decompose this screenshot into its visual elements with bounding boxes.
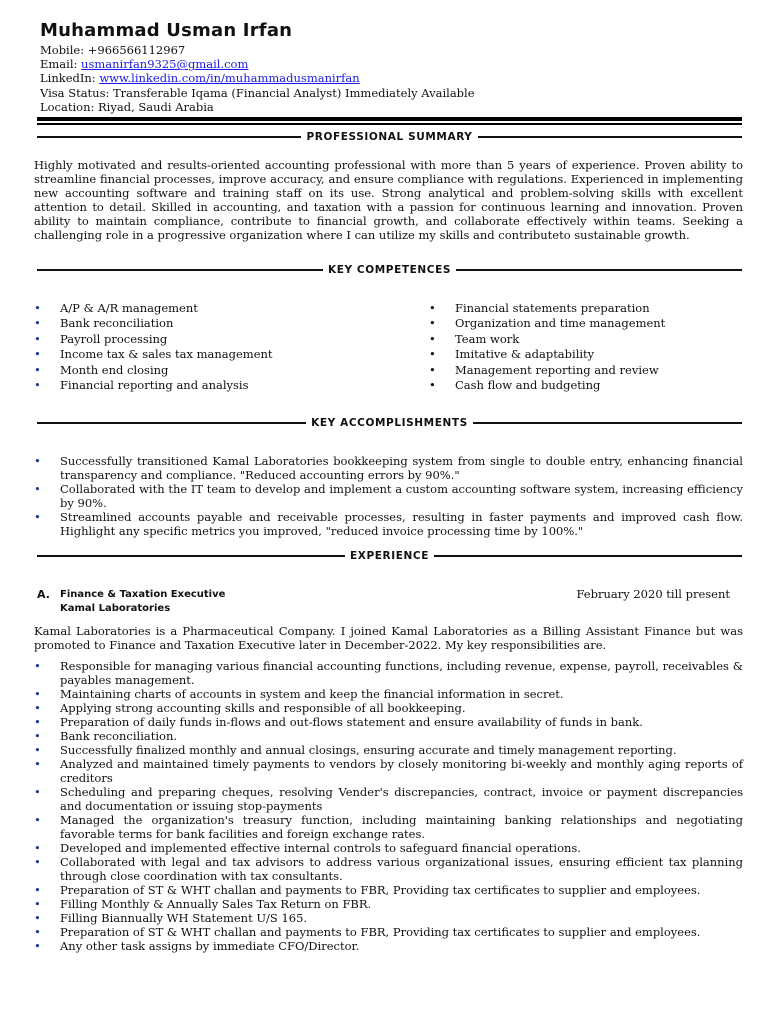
job-index: A.	[37, 588, 50, 601]
competences-section-header	[37, 264, 742, 276]
job-description: Kamal Laboratories is a Pharmaceutical Company. I joined Kamal Laboratories as a Billing Assistant Finance but was promoted to Finance and Taxation Executive later in December-2022. My key responsibilities are.	[34, 624, 743, 652]
responsibility-text: Bank reconciliation.	[60, 729, 178, 743]
accomplishment-item	[34, 482, 743, 510]
mobile-number: +966566112967	[87, 43, 186, 57]
competence-text: Imitative & adaptability	[455, 347, 595, 362]
accomplishment-text: Collaborated with the IT team to develop and implement a custom accounting software system, increasing efficiency by 90%.	[60, 482, 743, 510]
bullet: •	[34, 925, 41, 939]
competence-item	[429, 363, 665, 378]
competences-left-column	[34, 301, 273, 393]
responsibility-text: Analyzed and maintained timely payments to vendors by closely monitoring bi-weekly and monthly aging reports of creditors	[60, 757, 743, 785]
competence-item	[34, 316, 273, 331]
experience-section-title: EXPERIENCE	[345, 550, 434, 562]
responsibility-text: Maintaining charts of accounts in system and keep the financial information in secret.	[60, 687, 564, 701]
location: Location: Riyad, Saudi Arabia	[40, 99, 214, 114]
linkedin-label: LinkedIn:	[40, 71, 96, 86]
responsibilities-list	[34, 659, 743, 953]
linkedin-link[interactable]: www.linkedin.com/in/muhammadusmanirfan	[99, 71, 360, 86]
job-company: Kamal Laboratories	[60, 603, 171, 614]
job-title: Finance & Taxation Executive	[60, 589, 226, 600]
bullet: •	[429, 347, 436, 362]
bullet: •	[429, 362, 436, 377]
section-title-wrap	[37, 264, 742, 276]
responsibility-text: Managed the organization's treasury function, including maintaining banking relationships and negotiating favorable terms for bank facilities and foreign exchange rates.	[60, 813, 743, 841]
job-heading	[60, 588, 225, 616]
responsibility-item	[34, 785, 743, 813]
responsibility-text: Filling Biannually WH Statement U/S 165.	[60, 911, 308, 925]
competence-text: Income tax & sales tax management	[60, 347, 273, 362]
bullet: •	[34, 482, 41, 496]
accomplishment-item	[34, 510, 743, 538]
competence-item	[34, 332, 273, 347]
bullet: •	[34, 883, 41, 897]
responsibility-item	[34, 939, 743, 953]
responsibility-item	[34, 897, 743, 911]
bullet: •	[429, 316, 436, 331]
responsibility-text: Preparation of daily funds in-flows and out-flows statement and ensure availability of funds in bank.	[60, 715, 643, 729]
competence-item	[429, 378, 665, 393]
responsibility-item	[34, 729, 743, 743]
candidate-name: Muhammad Usman Irfan	[40, 20, 293, 41]
accomplishment-item	[34, 454, 743, 482]
responsibility-text: Collaborated with legal and tax advisors to address various organizational issues, ensuring efficient tax planning through close coordination with tax consultants.	[60, 855, 743, 883]
responsibility-item	[34, 659, 743, 687]
responsibility-text: Filling Monthly & Annually Sales Tax Return on FBR.	[60, 897, 372, 911]
section-title-wrap	[37, 417, 742, 429]
bullet: •	[34, 729, 41, 743]
responsibility-text: Successfully finalized monthly and annual closings, ensuring accurate and timely management reporting.	[60, 743, 677, 757]
competence-text: Month end closing	[60, 362, 169, 377]
accomplishments-section-title: KEY ACCOMPLISHMENTS	[306, 417, 473, 429]
responsibility-item	[34, 757, 743, 785]
professional-summary: Highly motivated and results-oriented accounting professional with more than 5 years of experience. Proven ability to streamline financial processes, improve accuracy, and ensure compliance with regulations. Experienced in implementing new accounting software and training staff on its use. Strong analytical and problem-solving skills with excellent attention to detail. Skilled in accounting, and taxation with a passion for continuous learning and innovation. Proven ability to maintain compliance, contribute to financial growth, and collaborate effectively within teams. Seeking a challenging role in a progressive organization where I can utilize my skills and contributeto sustainable growth.	[34, 158, 743, 242]
responsibility-item	[34, 743, 743, 757]
header-divider-thick	[37, 117, 742, 121]
email-link[interactable]: usmanirfan9325@gmail.com	[81, 57, 249, 72]
responsibility-item	[34, 701, 743, 715]
bullet: •	[34, 911, 41, 925]
summary-section-header	[37, 131, 742, 143]
experience-section-header	[37, 550, 742, 562]
bullet: •	[34, 897, 41, 911]
linkedin-row	[40, 71, 475, 85]
header-divider-thin	[37, 123, 742, 125]
responsibility-text: Any other task assigns by immediate CFO/Director.	[60, 939, 360, 953]
competence-text: Bank reconciliation	[60, 316, 174, 331]
competence-text: Financial statements preparation	[455, 301, 650, 315]
responsibility-item	[34, 925, 743, 939]
bullet: •	[34, 841, 41, 855]
email-label: Email:	[40, 57, 78, 72]
bullet: •	[34, 701, 41, 715]
competence-text: Financial reporting and analysis	[60, 378, 249, 393]
bullet: •	[34, 687, 41, 701]
responsibility-item	[34, 715, 743, 729]
competences-section-title: KEY COMPETENCES	[323, 264, 456, 276]
responsibility-text: Preparation of ST & WHT challan and payments to FBR, Providing tax certificates to supplier and employees.	[60, 883, 701, 897]
responsibility-text: Applying strong accounting skills and responsible of all bookkeeping.	[60, 701, 466, 715]
competence-item	[34, 363, 273, 378]
bullet: •	[34, 659, 41, 673]
bullet: •	[34, 378, 41, 393]
competence-text: Team work	[455, 331, 520, 346]
competence-item	[429, 301, 665, 316]
bullet: •	[34, 510, 41, 524]
competence-item	[429, 332, 665, 347]
responsibility-text: Preparation of ST & WHT challan and payments to FBR, Providing tax certificates to supplier and employees.	[60, 925, 701, 939]
bullet: •	[34, 316, 41, 331]
mobile-row	[40, 43, 475, 57]
summary-section-title: PROFESSIONAL SUMMARY	[301, 131, 477, 143]
responsibility-text: Scheduling and preparing cheques, resolving Vender's discrepancies, contract, invoice or payment discrepancies and documentation or issuing stop-payments	[60, 785, 743, 813]
bullet: •	[429, 331, 436, 346]
bullet: •	[34, 757, 41, 771]
section-title-wrap	[37, 550, 742, 562]
responsibility-item	[34, 841, 743, 855]
competence-text: Organization and time management	[455, 316, 666, 331]
competence-item	[34, 301, 273, 316]
accomplishment-text: Streamlined accounts payable and receivable processes, resulting in faster payments and improved cash flow. Highlight any specific metrics you improved, "reduced invoice processing time by 100%."	[60, 510, 743, 538]
bullet: •	[429, 301, 436, 315]
competence-item	[34, 378, 273, 393]
bullet: •	[34, 715, 41, 729]
accomplishments-section-header	[37, 417, 742, 429]
contact-block	[40, 43, 475, 114]
bullet: •	[34, 813, 41, 827]
responsibility-item	[34, 883, 743, 897]
responsibility-item	[34, 813, 743, 841]
visa-status: Visa Status: Transferable Iqama (Financial Analyst) Immediately Available	[40, 85, 475, 100]
responsibility-item	[34, 911, 743, 925]
bullet: •	[34, 301, 41, 315]
email-row	[40, 57, 475, 71]
competence-text: Payroll processing	[60, 331, 168, 346]
accomplishment-text: Successfully transitioned Kamal Laboratories bookkeeping system from single to double entry, enhancing financial transparency and compliance. "Reduced accounting errors by 90%."	[60, 454, 743, 482]
competence-text: A/P & A/R management	[60, 301, 198, 315]
competence-item	[429, 347, 665, 362]
bullet: •	[34, 855, 41, 869]
competences-right-column	[429, 301, 665, 393]
bullet: •	[34, 743, 41, 757]
bullet: •	[34, 347, 41, 362]
job-dates: February 2020 till present	[576, 587, 730, 601]
bullet: •	[34, 939, 41, 953]
accomplishments-list	[34, 454, 743, 538]
responsibility-text: Developed and implemented effective internal controls to safeguard financial operations.	[60, 841, 581, 855]
bullet: •	[34, 785, 41, 799]
section-title-wrap	[37, 131, 742, 143]
responsibility-text: Responsible for managing various financial accounting functions, including revenue, expense, payroll, receivables & payables management.	[60, 659, 743, 687]
responsibility-item	[34, 687, 743, 701]
bullet: •	[429, 378, 436, 393]
responsibility-item	[34, 855, 743, 883]
competence-item	[429, 316, 665, 331]
competence-text: Management reporting and review	[455, 362, 659, 377]
mobile-label: Mobile:	[40, 43, 85, 57]
competence-text: Cash flow and budgeting	[455, 378, 601, 393]
bullet: •	[34, 362, 41, 377]
bullet: •	[34, 454, 41, 468]
competence-item	[34, 347, 273, 362]
bullet: •	[34, 331, 41, 346]
